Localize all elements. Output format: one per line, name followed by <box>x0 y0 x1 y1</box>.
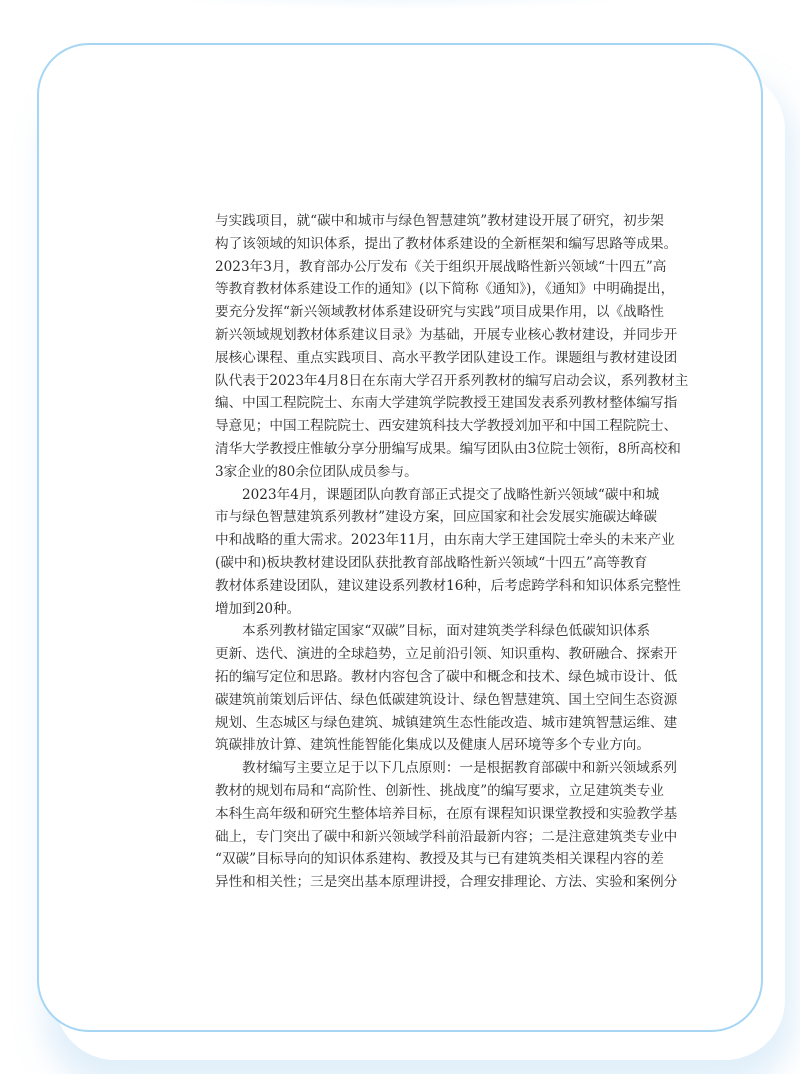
text-line: 清华大学教授庄惟敏分享分册编写成果。编写团队由3位院士领衔，8所高校和 <box>215 440 681 457</box>
text-line: 展核心课程、重点实践项目、高水平教学团队建设工作。课题组与教材建设团 <box>215 349 678 366</box>
paragraph <box>215 620 678 757</box>
text-line: 筑碳排放计算、建筑性能智能化集成以及健康人居环境等多个专业方向。 <box>215 737 650 754</box>
text-line: 2023年4月，课题团队向教育部正式提交了战略性新兴领域“碳中和城 <box>242 486 660 503</box>
text-line: (碳中和)板块教材建设团队获批教育部战略性新兴领域“十四五”高等教育 <box>215 554 648 571</box>
text-line: 拓的编写定位和思路。教材内容包含了碳中和概念和技术、绿色城市设计、低 <box>215 668 678 685</box>
text-line: 队代表于2023年4月8日在东南大学召开系列教材的编写启动会议，系列教材主 <box>215 372 689 389</box>
text-line: 教材的规划布局和“高阶性、创新性、挑战度”的编写要求，立足建筑类专业 <box>215 782 664 799</box>
text-line: 编、中国工程院院士、东南大学建筑学院教授王建国发表系列教材整体编写指 <box>215 395 678 412</box>
text-line: 础上，专门突出了碳中和新兴领域学科前沿最新内容；二是注意建筑类专业中 <box>215 828 678 845</box>
text-line: 导意见；中国工程院院士、西安建筑科技大学教授刘加平和中国工程院院士、 <box>215 418 678 435</box>
text-line: 等教育教材体系建设工作的通知》(以下简称《通知》)，《通知》中明确提出， <box>215 281 675 298</box>
document-body <box>215 210 689 894</box>
text-line: 新兴领域规划教材体系建议目录》为基础，开展专业核心教材建设，并同步开 <box>215 326 678 343</box>
text-line: 异性和相关性；三是突出基本原理讲授，合理安排理论、方法、实验和案例分 <box>215 874 678 891</box>
text-line: 教材体系建设团队，建议建设系列教材16种，后考虑跨学科和知识体系完整性 <box>215 577 681 594</box>
text-line: 教材编写主要立足于以下几点原则：一是根据教育部碳中和新兴领域系列 <box>242 760 677 777</box>
paragraph <box>215 484 681 621</box>
text-line: 3家企业的80余位团队成员参与。 <box>215 463 418 480</box>
text-line: 碳建筑前策划后评估、绿色低碳建筑设计、绿色智慧建筑、国土空间生态资源 <box>215 691 678 708</box>
text-line: “双碳”目标导向的知识体系建构、教授及其与已有建筑类相关课程内容的差 <box>215 851 664 868</box>
text-line: 构了该领域的知识体系，提出了教材体系建设的全新框架和编写思路等成果。 <box>215 235 678 252</box>
text-line: 2023年3月，教育部办公厅发布《关于组织开展战略性新兴领域“十四五”高 <box>215 258 667 275</box>
text-line: 本科生高年级和研究生整体培养目标，在原有课程知识课堂教授和实验教学基 <box>215 805 678 822</box>
top-glow <box>150 0 650 10</box>
text-line: 规划、生态城区与绿色建筑、城镇建筑生态性能改造、城市建筑智慧运维、建 <box>215 714 678 731</box>
paragraph <box>215 757 678 894</box>
text-line: 要充分发挥“新兴领域教材体系建设研究与实践”项目成果作用，以《战略性 <box>215 304 664 321</box>
text-line: 中和战略的重大需求。2023年11月，由东南大学王建国院士牵头的未来产业 <box>215 532 675 549</box>
text-line: 更新、迭代、演进的全球趋势，立足前沿引领、知识重构、教研融合、探索开 <box>215 646 678 663</box>
paragraph <box>215 210 689 484</box>
text-line: 本系列教材锚定国家“双碳”目标，面对建筑类学科绿色低碳知识体系 <box>242 623 651 640</box>
text-line: 增加到20种。 <box>215 600 301 617</box>
text-line: 与实践项目，就“碳中和城市与绿色智慧建筑”教材建设开展了研究，初步架 <box>215 213 664 229</box>
text-line: 市与绿色智慧建筑系列教材”建设方案，回应国家和社会发展实施碳达峰碳 <box>215 509 657 526</box>
